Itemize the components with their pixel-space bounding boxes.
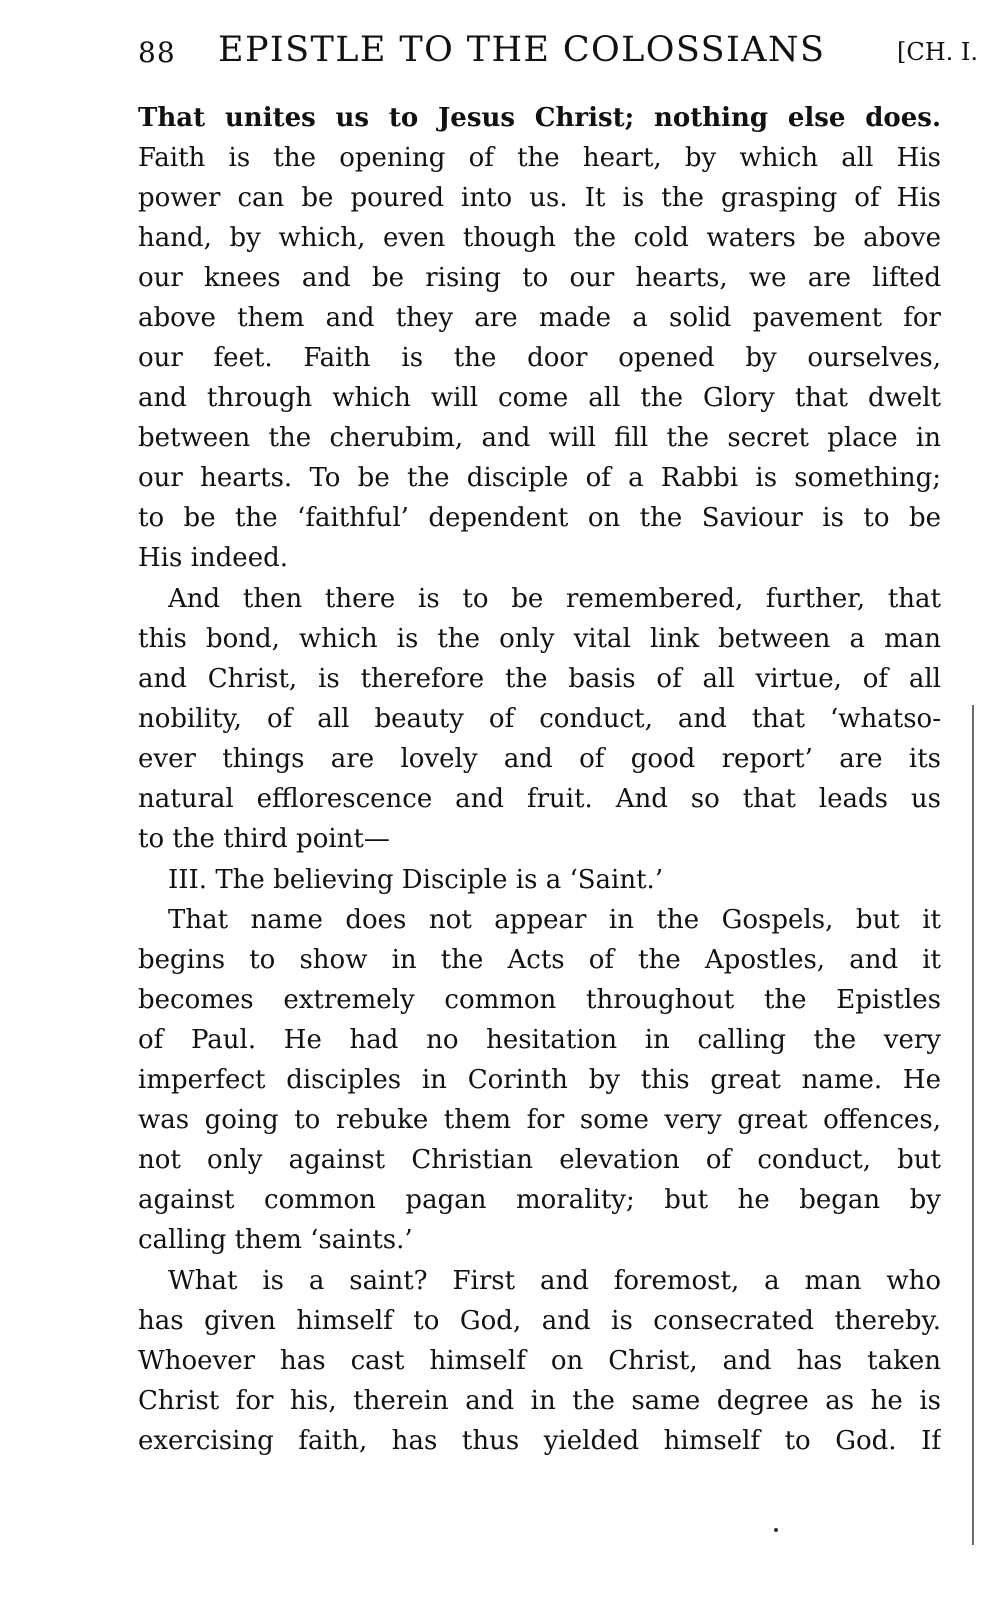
- running-title: EPISTLE TO THE COLOSSIANS: [218, 30, 826, 70]
- text-line: Christ for his, therein and in the same degree as he is: [138, 1386, 941, 1416]
- page-header: [138, 30, 978, 76]
- text-line: imperfect disciples in Corinth by this great name. He: [138, 1065, 941, 1095]
- text-line: hand, by which, even though the cold waters be above: [138, 223, 941, 253]
- section-heading: III. The believing Disciple is a ‘Saint.’: [168, 865, 664, 895]
- text-line: to the third point—: [138, 824, 390, 854]
- text-line: That name does not appear in the Gospels, but it: [168, 905, 941, 935]
- text-line: of Paul. He had no hesitation in calling the very: [138, 1025, 941, 1055]
- text-line: What is a saint? First and foremost, a man who: [168, 1266, 941, 1296]
- text-line: not only against Christian elevation of conduct, but: [138, 1145, 941, 1175]
- text-line: between the cherubim, and will fill the secret place in: [138, 423, 941, 453]
- text-line: and through which will come all the Glory that dwelt: [138, 383, 941, 413]
- text-line: exercising faith, has thus yielded himself to God. If: [138, 1426, 941, 1456]
- text-line: ever things are lovely and of good report’ are its: [138, 744, 941, 774]
- text-line: nobility, of all beauty of conduct, and that ‘whatso-: [138, 704, 941, 734]
- text-line: our knees and be rising to our hearts, we are lifted: [138, 263, 941, 293]
- text-line: Faith is the opening of the heart, by which all His: [138, 143, 941, 173]
- text-line: against common pagan morality; but he began by: [138, 1185, 941, 1215]
- text-line: That unites us to Jesus Christ; nothing else does.: [138, 103, 941, 133]
- text-line: calling them ‘saints.’: [138, 1225, 413, 1255]
- text-line: above them and they are made a solid pavement for: [138, 303, 941, 333]
- scan-edge-line: [972, 705, 974, 1545]
- chapter-reference: [CH. I.: [896, 38, 978, 66]
- text-line: becomes extremely common throughout the Epistles: [138, 985, 941, 1015]
- text-line: Whoever has cast himself on Christ, and has taken: [138, 1346, 941, 1376]
- text-line: His indeed.: [138, 543, 288, 573]
- text-line: has given himself to God, and is consecrated thereby.: [138, 1306, 941, 1336]
- text-line: natural efflorescence and fruit. And so that leads us: [138, 784, 941, 814]
- text-line: power can be poured into us. It is the grasping of His: [138, 183, 941, 213]
- page-number: 88: [138, 36, 176, 69]
- text-line: our feet. Faith is the door opened by ourselves,: [138, 343, 941, 373]
- ink-speck: [774, 1528, 778, 1532]
- text-line: this bond, which is the only vital link between a man: [138, 624, 941, 654]
- text-line: was going to rebuke them for some very great offences,: [138, 1105, 941, 1135]
- text-line: begins to show in the Acts of the Apostles, and it: [138, 945, 941, 975]
- text-line: our hearts. To be the disciple of a Rabbi is something;: [138, 463, 941, 493]
- text-line: And then there is to be remembered, further, that: [168, 584, 941, 614]
- text-line: and Christ, is therefore the basis of all virtue, of all: [138, 664, 941, 694]
- text-line: to be the ‘faithful’ dependent on the Saviour is to be: [138, 503, 941, 533]
